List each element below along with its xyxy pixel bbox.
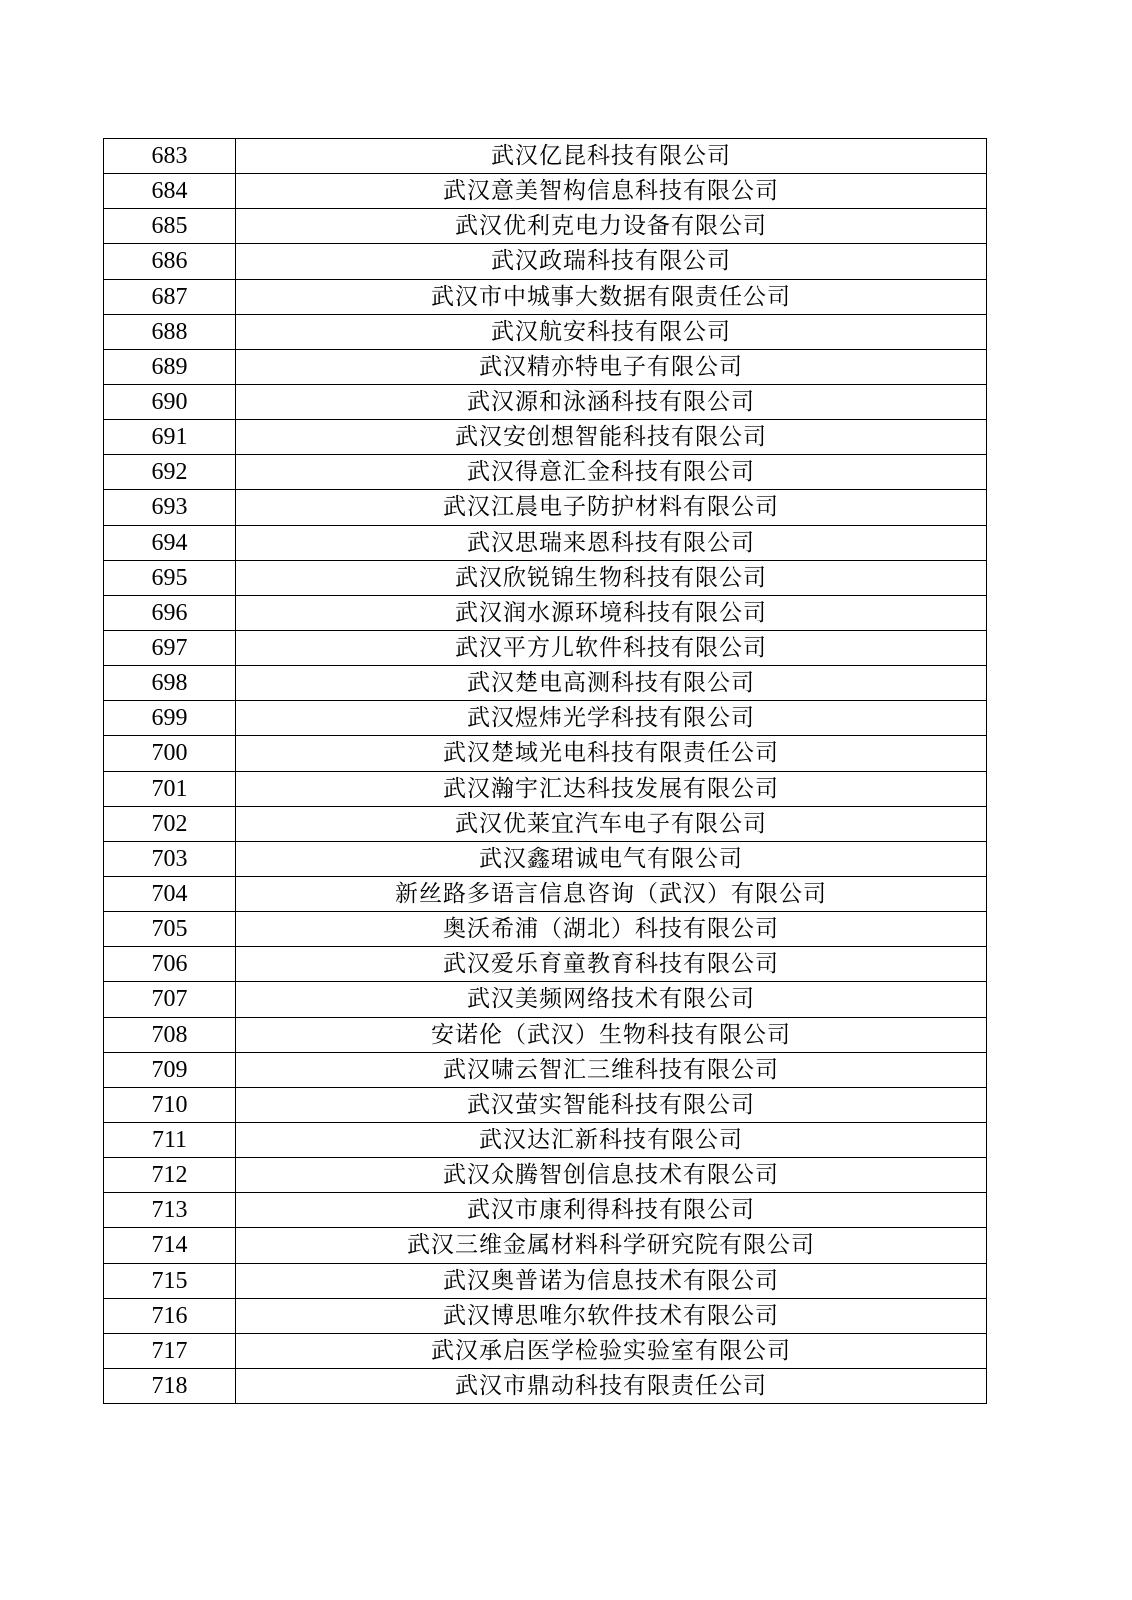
table-row <box>104 1228 987 1263</box>
company-name: 武汉思瑞来恩科技有限公司 <box>236 525 987 560</box>
table-row <box>104 666 987 701</box>
table-row <box>104 1333 987 1368</box>
company-name: 武汉优利克电力设备有限公司 <box>236 209 987 244</box>
company-name: 武汉政瑞科技有限公司 <box>236 244 987 279</box>
company-name: 武汉瀚宇汇达科技发展有限公司 <box>236 771 987 806</box>
company-name: 武汉亿昆科技有限公司 <box>236 139 987 174</box>
row-number: 710 <box>104 1087 236 1122</box>
table-row <box>104 1052 987 1087</box>
row-number: 713 <box>104 1193 236 1228</box>
table-row <box>104 1087 987 1122</box>
table-row <box>104 420 987 455</box>
row-number: 709 <box>104 1052 236 1087</box>
table-row <box>104 1368 987 1403</box>
table-row <box>104 349 987 384</box>
table-row <box>104 912 987 947</box>
company-name: 武汉萤实智能科技有限公司 <box>236 1087 987 1122</box>
company-name: 武汉市鼎动科技有限责任公司 <box>236 1368 987 1403</box>
company-name: 武汉得意汇金科技有限公司 <box>236 455 987 490</box>
company-name: 武汉安创想智能科技有限公司 <box>236 420 987 455</box>
company-name: 安诺伦（武汉）生物科技有限公司 <box>236 1017 987 1052</box>
company-name: 武汉航安科技有限公司 <box>236 314 987 349</box>
company-name: 武汉奥普诺为信息技术有限公司 <box>236 1263 987 1298</box>
table-row <box>104 279 987 314</box>
row-number: 692 <box>104 455 236 490</box>
company-name: 武汉煜炜光学科技有限公司 <box>236 701 987 736</box>
table-row <box>104 771 987 806</box>
row-number: 699 <box>104 701 236 736</box>
table-row <box>104 841 987 876</box>
row-number: 703 <box>104 841 236 876</box>
row-number: 711 <box>104 1122 236 1157</box>
table-row <box>104 595 987 630</box>
table-row <box>104 806 987 841</box>
company-name: 武汉精亦特电子有限公司 <box>236 349 987 384</box>
company-name: 新丝路多语言信息咨询（武汉）有限公司 <box>236 876 987 911</box>
company-name: 武汉江晨电子防护材料有限公司 <box>236 490 987 525</box>
table-row <box>104 982 987 1017</box>
table-row <box>104 1017 987 1052</box>
row-number: 707 <box>104 982 236 1017</box>
row-number: 700 <box>104 736 236 771</box>
table-row <box>104 1193 987 1228</box>
company-name: 武汉优莱宜汽车电子有限公司 <box>236 806 987 841</box>
company-list-table <box>103 138 987 1404</box>
row-number: 701 <box>104 771 236 806</box>
company-name: 武汉啸云智汇三维科技有限公司 <box>236 1052 987 1087</box>
table-row <box>104 490 987 525</box>
row-number: 706 <box>104 947 236 982</box>
company-name: 武汉承启医学检验实验室有限公司 <box>236 1333 987 1368</box>
company-name: 武汉欣锐锦生物科技有限公司 <box>236 560 987 595</box>
company-name: 武汉三维金属材料科学研究院有限公司 <box>236 1228 987 1263</box>
row-number: 694 <box>104 525 236 560</box>
row-number: 704 <box>104 876 236 911</box>
company-name: 武汉众腾智创信息技术有限公司 <box>236 1158 987 1193</box>
company-name: 武汉达汇新科技有限公司 <box>236 1122 987 1157</box>
table-row <box>104 209 987 244</box>
table-row <box>104 314 987 349</box>
table-row <box>104 736 987 771</box>
table-row <box>104 947 987 982</box>
row-number: 718 <box>104 1368 236 1403</box>
company-name: 武汉博思唯尔软件技术有限公司 <box>236 1298 987 1333</box>
row-number: 685 <box>104 209 236 244</box>
company-name: 武汉美频网络技术有限公司 <box>236 982 987 1017</box>
row-number: 708 <box>104 1017 236 1052</box>
company-name: 武汉市康利得科技有限公司 <box>236 1193 987 1228</box>
row-number: 716 <box>104 1298 236 1333</box>
table-row <box>104 384 987 419</box>
table-row <box>104 630 987 665</box>
row-number: 691 <box>104 420 236 455</box>
row-number: 687 <box>104 279 236 314</box>
row-number: 684 <box>104 174 236 209</box>
row-number: 717 <box>104 1333 236 1368</box>
row-number: 689 <box>104 349 236 384</box>
row-number: 688 <box>104 314 236 349</box>
table-row <box>104 139 987 174</box>
row-number: 715 <box>104 1263 236 1298</box>
row-number: 690 <box>104 384 236 419</box>
company-name: 武汉意美智构信息科技有限公司 <box>236 174 987 209</box>
table-row <box>104 701 987 736</box>
company-name: 武汉楚电高测科技有限公司 <box>236 666 987 701</box>
row-number: 698 <box>104 666 236 701</box>
row-number: 686 <box>104 244 236 279</box>
company-list-body <box>104 139 987 1404</box>
row-number: 697 <box>104 630 236 665</box>
table-row <box>104 1263 987 1298</box>
row-number: 693 <box>104 490 236 525</box>
company-name: 武汉源和泳涵科技有限公司 <box>236 384 987 419</box>
row-number: 695 <box>104 560 236 595</box>
table-row <box>104 455 987 490</box>
table-row <box>104 1122 987 1157</box>
table-row <box>104 244 987 279</box>
row-number: 696 <box>104 595 236 630</box>
company-name: 武汉平方儿软件科技有限公司 <box>236 630 987 665</box>
table-row <box>104 1158 987 1193</box>
row-number: 712 <box>104 1158 236 1193</box>
company-name: 武汉爱乐育童教育科技有限公司 <box>236 947 987 982</box>
row-number: 683 <box>104 139 236 174</box>
table-row <box>104 560 987 595</box>
table-row <box>104 174 987 209</box>
table-row <box>104 1298 987 1333</box>
table-row <box>104 876 987 911</box>
company-name: 武汉鑫珺诚电气有限公司 <box>236 841 987 876</box>
table-row <box>104 525 987 560</box>
row-number: 705 <box>104 912 236 947</box>
row-number: 702 <box>104 806 236 841</box>
row-number: 714 <box>104 1228 236 1263</box>
company-name: 武汉市中城事大数据有限责任公司 <box>236 279 987 314</box>
company-name: 奥沃希浦（湖北）科技有限公司 <box>236 912 987 947</box>
company-name: 武汉润水源环境科技有限公司 <box>236 595 987 630</box>
company-name: 武汉楚域光电科技有限责任公司 <box>236 736 987 771</box>
